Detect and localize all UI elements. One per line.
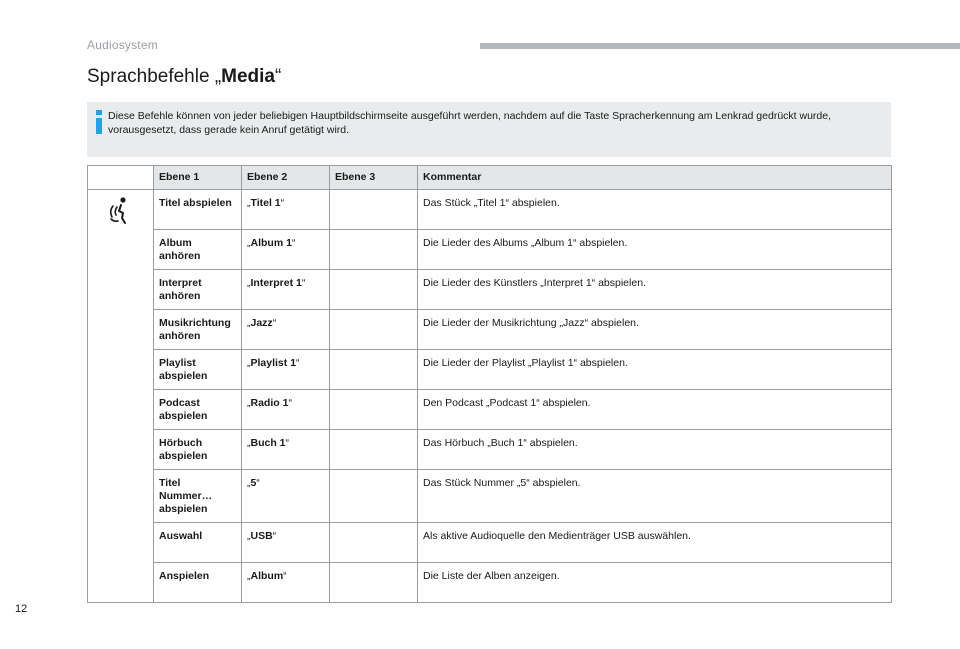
level-2-value: Album 1: [250, 237, 292, 249]
cell-level-3: [330, 563, 418, 603]
table-row: [88, 230, 892, 270]
table-row: [88, 350, 892, 390]
table-row: [88, 270, 892, 310]
cell-comment: Die Liste der Alben anzeigen.: [418, 563, 892, 603]
cell-level-3: [330, 430, 418, 470]
cell-level-1: Podcast abspielen: [154, 390, 242, 430]
cell-level-2: „Album 1“: [242, 230, 330, 270]
cell-comment: Als aktive Audioquelle den Medienträger USB auswählen.: [418, 523, 892, 563]
cell-level-2: „Radio 1“: [242, 390, 330, 430]
title-suffix: “: [275, 66, 282, 87]
cell-level-1: Musikrichtung anhören: [154, 310, 242, 350]
level-2-value: Radio 1: [250, 397, 289, 409]
table-row: [88, 390, 892, 430]
cell-level-3: [330, 270, 418, 310]
cell-comment: Die Lieder der Musikrichtung „Jazz“ abspielen.: [418, 310, 892, 350]
section-label: Audiosystem: [87, 38, 158, 52]
cell-comment: Die Lieder des Albums „Album 1“ abspielen.: [418, 230, 892, 270]
title-prefix: Sprachbefehle „: [87, 66, 222, 87]
voice-command-icon: [108, 196, 136, 228]
cell-level-1: Auswahl: [154, 523, 242, 563]
table-row: [88, 190, 892, 230]
table-header-row: [88, 166, 892, 190]
page-title: [87, 66, 281, 88]
level-2-value: Buch 1: [250, 437, 286, 449]
cell-comment: Die Lieder des Künstlers „Interpret 1“ abspielen.: [418, 270, 892, 310]
level-2-value: Album: [250, 570, 284, 582]
header-level-2: Ebene 2: [242, 166, 330, 190]
header-comment: Kommentar: [418, 166, 892, 190]
cell-level-2: „USB“: [242, 523, 330, 563]
header-blank: [88, 166, 154, 190]
cell-level-3: [330, 310, 418, 350]
cell-comment: Das Hörbuch „Buch 1“ abspielen.: [418, 430, 892, 470]
header-level-1: Ebene 1: [154, 166, 242, 190]
table-row: [88, 563, 892, 603]
cell-level-3: [330, 390, 418, 430]
info-icon: [93, 110, 107, 134]
voice-icon-cell: [88, 190, 154, 603]
level-2-value: 5: [250, 477, 257, 489]
cell-level-2: „Buch 1“: [242, 430, 330, 470]
cell-level-3: [330, 470, 418, 523]
table-row: [88, 523, 892, 563]
cell-level-3: [330, 230, 418, 270]
cell-level-1: Interpret anhören: [154, 270, 242, 310]
cell-comment: Das Stück Nummer „5“ abspielen.: [418, 470, 892, 523]
level-2-value: Titel 1: [250, 197, 281, 209]
page-number: 12: [15, 603, 28, 615]
table-row: [88, 310, 892, 350]
cell-level-1: Titel abspielen: [154, 190, 242, 230]
cell-comment: Das Stück „Titel 1“ abspielen.: [418, 190, 892, 230]
info-text: Diese Befehle können von jeder beliebigen Hauptbildschirmseite ausgeführt werden, nachdem auf die Taste Spracherkennung am Lenkrad gedrückt wurde, vorausgesetzt, dass gerade kein Anruf getätigt wird.: [108, 110, 832, 136]
level-2-value: Interpret 1: [250, 277, 302, 289]
table-row: [88, 430, 892, 470]
level-2-value: USB: [250, 530, 273, 542]
cell-level-1: Album anhören: [154, 230, 242, 270]
cell-level-1: Playlist abspielen: [154, 350, 242, 390]
commands-table: [87, 165, 891, 603]
cell-level-1: Anspielen: [154, 563, 242, 603]
cell-level-1: Titel Nummer… abspielen: [154, 470, 242, 523]
title-word: Media: [221, 66, 276, 87]
cell-level-2: „Interpret 1“: [242, 270, 330, 310]
cell-level-2: „5“: [242, 470, 330, 523]
cell-comment: Den Podcast „Podcast 1“ abspielen.: [418, 390, 892, 430]
cell-comment: Die Lieder der Playlist „Playlist 1“ abspielen.: [418, 350, 892, 390]
table-row: [88, 470, 892, 523]
cell-level-2: „Jazz“: [242, 310, 330, 350]
header-level-3: Ebene 3: [330, 166, 418, 190]
cell-level-3: [330, 190, 418, 230]
level-2-value: Playlist 1: [250, 357, 297, 369]
cell-level-2: „Titel 1“: [242, 190, 330, 230]
cell-level-3: [330, 350, 418, 390]
level-2-value: Jazz: [250, 317, 273, 329]
header-bar: [480, 43, 960, 49]
cell-level-3: [330, 523, 418, 563]
cell-level-2: „Album“: [242, 563, 330, 603]
cell-level-2: „Playlist 1“: [242, 350, 330, 390]
cell-level-1: Hörbuch abspielen: [154, 430, 242, 470]
